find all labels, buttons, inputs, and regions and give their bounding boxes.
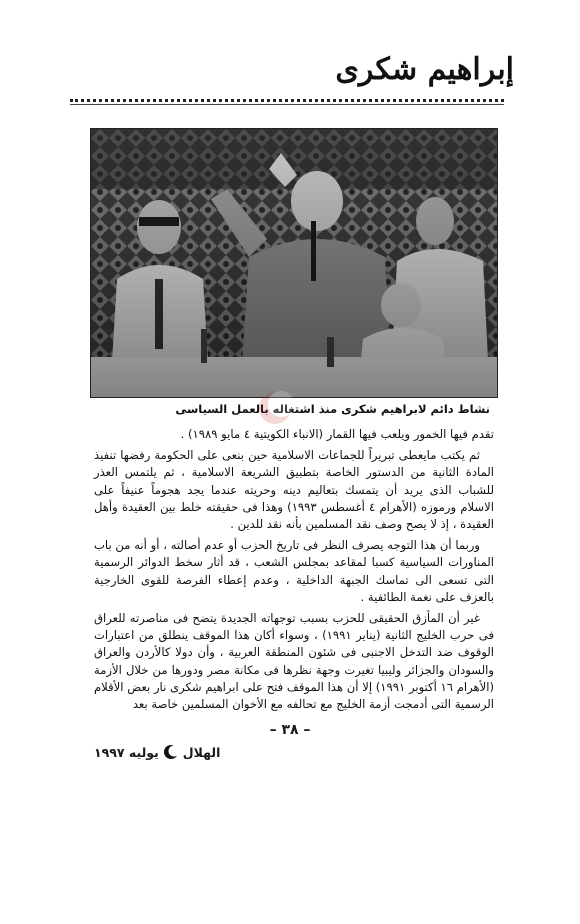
paragraph-2: ثم يكتب مايعطى تبريراً للجماعات الاسلامية حين بنعى على الحكومة رفضها تنفيذ المادة الثانية من الدستور الخاصة بتطبيق الشريعة الاسلامية ، ثم يلتمس العذر للشباب الذى يريد أن يتمسك بتعاليم دينه وحريته عندما يجد هجوماً عنيفاً على الاسلام ورموزه (الأهرام ٤ أغسطس ١٩٩٣) وهذا فى حقيقته خلط بين العقيدة وأهل العقيدة ، إذ لا يصح وصف نقد المسلمين بأنه نقد للدين . [94,448,494,532]
magazine-name: الهلال [182,744,221,760]
crescent-logo-icon [163,744,179,760]
photo-illustration [91,129,497,397]
page-title: إبراهيم شكرى [335,52,514,87]
event-photo [90,128,498,398]
header-rule [70,104,504,105]
page-number: – ٣٨ – [269,722,311,738]
page-footer [94,744,220,760]
crescent-watermark-icon [255,388,295,428]
article-body [94,426,494,717]
header-dotted-rule [70,99,504,102]
paragraph-4: غير أن المأزق الحقيقى للحزب بسبب توجهاته الجديدة يتضح فى مناصرته للعراق فى حرب الخليج الثانية (يناير ١٩٩١) ، وسواء أكان هذا الموقف ينطلق من اعتبارات الوقوف ضد التدخل الاجنبى فى شئون المنطقة العربية ، وأن دولا كالأردن والعراق والسودان والجزائر وليبيا تغيرت وجهة نظرها فى مكانة مصر ودورها من خلال الأزمة (الأهرام ١٦ أكتوبر ١٩٩١) إلا أن هذا الموقف فتح على ابراهيم شكرى نار بعض الأقلام الرسمية التى أدمجت أزمة الخليج مع تحالفه مع الأخوان المسلمين خاصة بعد [94,611,494,712]
photo-caption: نشاط دائم لابراهيم شكرى منذ اشتغاله بالعمل السياسى [175,402,490,416]
issue-date: يوليه ١٩٩٧ [94,744,159,760]
paragraph-3: وربما أن هذا التوجه يصرف النظر فى تاريخ الحزب أو عدم أصالته ، أو أنه من باب المناورات السياسية كسبا لمقاعد بمجلس الشعب ، قد أثار سخط الدوائر الرسمية التى تسعى الى تماسك الجبهة الداخلية ، وعدم إعطاء الفرصة للقوى الخارجية بالعزف على نغمة الطائفية . [94,538,494,604]
paragraph-1: تقدم فيها الخمور ويلعب فيها القمار (الانباء الكويتية ٤ مايو ١٩٨٩) . [180,427,494,441]
